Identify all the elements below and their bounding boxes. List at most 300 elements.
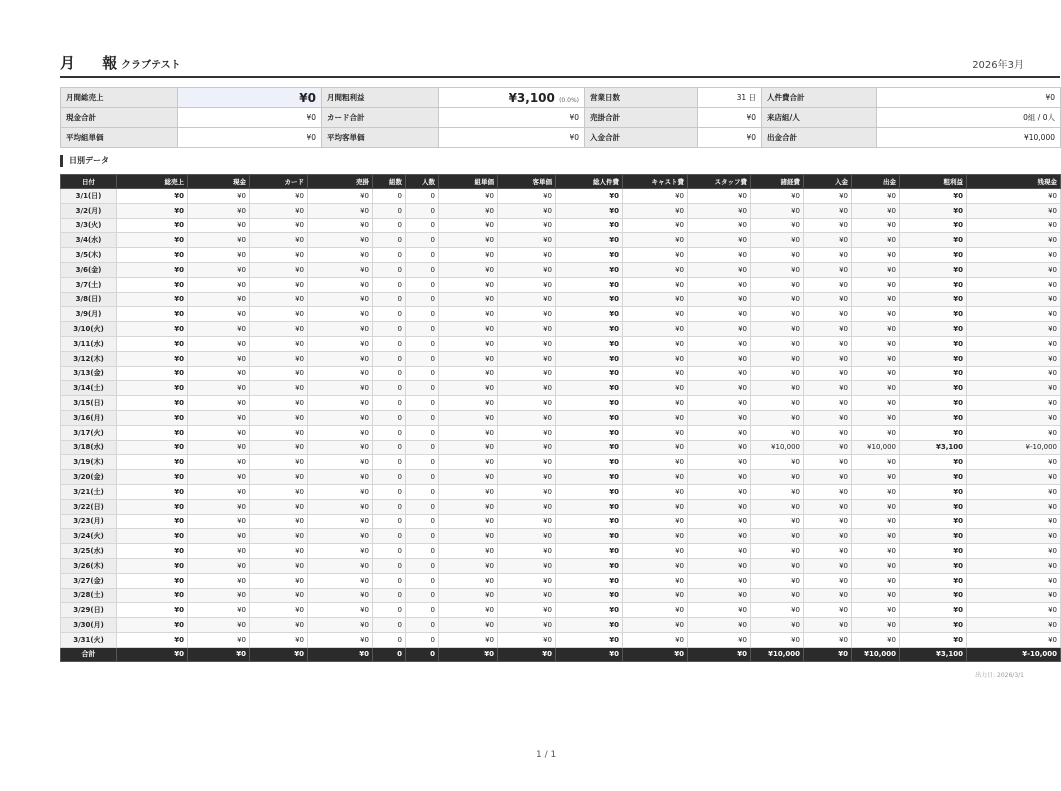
date-cell: 3/9(月) (61, 307, 117, 322)
table-cell: ¥0 (623, 499, 688, 514)
table-cell: ¥0 (751, 203, 804, 218)
table-cell: ¥0 (117, 277, 188, 292)
table-cell: ¥0 (967, 618, 1061, 633)
table-cell: ¥0 (688, 292, 751, 307)
table-cell: 0 (373, 603, 406, 618)
table-cell: ¥0 (439, 396, 498, 411)
table-cell: ¥0 (439, 351, 498, 366)
summary-label: 人件費合計 (762, 88, 877, 108)
table-cell: ¥0 (308, 248, 373, 263)
table-cell: ¥0 (623, 307, 688, 322)
table-cell: ¥0 (117, 573, 188, 588)
column-header: 組数 (373, 175, 406, 189)
table-cell: ¥0 (967, 366, 1061, 381)
table-cell: 0 (373, 529, 406, 544)
table-cell: ¥0 (498, 248, 556, 263)
table-cell: 0 (373, 307, 406, 322)
summary-value-text: ¥10,000 (1023, 133, 1055, 142)
table-cell: ¥0 (967, 248, 1061, 263)
table-cell: ¥0 (688, 603, 751, 618)
table-cell: ¥0 (498, 307, 556, 322)
table-cell: ¥0 (967, 588, 1061, 603)
date-cell: 3/10(火) (61, 322, 117, 337)
date-cell: 3/24(火) (61, 529, 117, 544)
table-cell: ¥0 (250, 336, 308, 351)
table-cell: ¥0 (308, 470, 373, 485)
table-cell: ¥0 (852, 262, 900, 277)
column-header: 総人件費 (556, 175, 623, 189)
date-cell: 3/7(土) (61, 277, 117, 292)
table-cell: 0 (406, 292, 439, 307)
table-cell: ¥0 (556, 277, 623, 292)
table-cell: ¥0 (900, 292, 967, 307)
summary-value (877, 108, 1061, 128)
table-cell: ¥0 (751, 455, 804, 470)
table-cell: ¥0 (852, 484, 900, 499)
table-cell: ¥0 (308, 499, 373, 514)
table-cell: ¥0 (250, 470, 308, 485)
table-cell: ¥0 (250, 632, 308, 647)
column-header: カード (250, 175, 308, 189)
table-cell: ¥0 (852, 396, 900, 411)
table-cell: ¥0 (852, 189, 900, 204)
table-cell: ¥-10,000 (967, 440, 1061, 455)
table-cell: ¥0 (250, 351, 308, 366)
table-cell: ¥0 (439, 218, 498, 233)
table-cell: ¥0 (623, 440, 688, 455)
table-cell: ¥0 (967, 381, 1061, 396)
table-cell: ¥0 (967, 396, 1061, 411)
table-cell: ¥0 (623, 277, 688, 292)
table-cell: ¥0 (250, 455, 308, 470)
table-cell: ¥0 (804, 218, 852, 233)
table-cell: ¥0 (804, 484, 852, 499)
table-cell: ¥0 (852, 588, 900, 603)
table-cell: ¥0 (439, 529, 498, 544)
table-row (61, 573, 1061, 588)
table-cell: ¥0 (250, 529, 308, 544)
totals-cell: ¥0 (498, 647, 556, 661)
table-cell: ¥0 (900, 632, 967, 647)
table-cell: ¥0 (688, 336, 751, 351)
table-cell: ¥0 (250, 262, 308, 277)
summary-value (178, 128, 322, 148)
table-cell: ¥0 (117, 514, 188, 529)
table-cell: ¥0 (250, 514, 308, 529)
table-cell: ¥0 (688, 233, 751, 248)
table-cell: ¥0 (804, 455, 852, 470)
table-cell: ¥0 (688, 218, 751, 233)
table-cell: 0 (406, 322, 439, 337)
table-row (61, 425, 1061, 440)
table-cell: ¥0 (852, 514, 900, 529)
table-cell: ¥0 (188, 632, 250, 647)
table-cell: ¥0 (688, 410, 751, 425)
table-cell: ¥0 (439, 366, 498, 381)
totals-cell: 0 (373, 647, 406, 661)
table-cell: ¥0 (439, 470, 498, 485)
table-cell: ¥0 (852, 558, 900, 573)
table-cell: ¥0 (188, 233, 250, 248)
table-row (61, 292, 1061, 307)
table-cell: ¥0 (439, 277, 498, 292)
table-cell: ¥0 (688, 499, 751, 514)
table-cell: 0 (373, 396, 406, 411)
table-cell: ¥0 (804, 203, 852, 218)
table-cell: ¥0 (751, 484, 804, 499)
table-cell: 0 (406, 425, 439, 440)
summary-value-text: ¥0 (306, 113, 316, 122)
table-cell: ¥0 (804, 588, 852, 603)
table-cell: 0 (373, 632, 406, 647)
table-cell: ¥0 (308, 233, 373, 248)
table-cell: ¥0 (688, 484, 751, 499)
date-cell: 3/15(日) (61, 396, 117, 411)
table-cell: ¥0 (188, 248, 250, 263)
table-cell: ¥0 (188, 529, 250, 544)
column-header: 出金 (852, 175, 900, 189)
table-row (61, 381, 1061, 396)
column-header: 現金 (188, 175, 250, 189)
table-cell: ¥0 (688, 366, 751, 381)
table-cell: ¥0 (967, 203, 1061, 218)
summary-value (877, 128, 1061, 148)
table-row (61, 277, 1061, 292)
table-cell: ¥0 (250, 425, 308, 440)
table-cell: ¥0 (967, 189, 1061, 204)
table-cell: ¥0 (688, 440, 751, 455)
table-cell: ¥0 (439, 381, 498, 396)
table-cell: ¥0 (250, 440, 308, 455)
table-cell: ¥0 (900, 618, 967, 633)
table-cell: ¥0 (852, 307, 900, 322)
table-cell: ¥0 (556, 203, 623, 218)
table-cell: ¥0 (852, 470, 900, 485)
table-row (61, 544, 1061, 559)
table-cell: 0 (406, 248, 439, 263)
table-cell: 0 (406, 396, 439, 411)
summary-label: 入金合計 (585, 128, 698, 148)
table-cell: ¥0 (967, 233, 1061, 248)
table-cell: ¥0 (751, 262, 804, 277)
table-row (61, 233, 1061, 248)
table-cell: ¥0 (498, 484, 556, 499)
date-cell: 3/29(日) (61, 603, 117, 618)
table-cell: ¥0 (688, 189, 751, 204)
summary-row (61, 128, 1061, 148)
table-cell: 0 (406, 618, 439, 633)
table-cell: ¥0 (804, 573, 852, 588)
table-cell: ¥0 (967, 218, 1061, 233)
table-cell: ¥0 (250, 277, 308, 292)
table-cell: ¥0 (900, 425, 967, 440)
table-cell: ¥0 (751, 514, 804, 529)
table-row (61, 203, 1061, 218)
summary-value (698, 88, 762, 108)
table-cell: ¥0 (117, 262, 188, 277)
table-cell: ¥0 (498, 277, 556, 292)
table-cell: ¥0 (900, 277, 967, 292)
report-header (60, 50, 1060, 78)
table-cell: ¥0 (852, 529, 900, 544)
table-cell: ¥0 (498, 588, 556, 603)
table-cell: ¥3,100 (900, 440, 967, 455)
totals-cell: ¥10,000 (852, 647, 900, 661)
table-cell: 0 (373, 292, 406, 307)
table-cell: ¥0 (556, 425, 623, 440)
table-cell: ¥0 (439, 588, 498, 603)
table-cell: ¥0 (117, 499, 188, 514)
table-cell: ¥0 (498, 573, 556, 588)
table-row (61, 366, 1061, 381)
table-cell: ¥10,000 (751, 440, 804, 455)
table-cell: ¥0 (852, 277, 900, 292)
table-cell: ¥0 (117, 203, 188, 218)
table-cell: 0 (373, 514, 406, 529)
table-cell: ¥0 (556, 618, 623, 633)
table-cell: ¥0 (308, 366, 373, 381)
summary-label: 来店組/人 (762, 108, 877, 128)
table-cell: ¥0 (308, 440, 373, 455)
summary-value-text: ¥0 (569, 133, 579, 142)
table-cell: ¥0 (852, 248, 900, 263)
page-number: 1 / 1 (536, 750, 557, 760)
table-cell: ¥0 (688, 544, 751, 559)
table-cell: ¥0 (556, 381, 623, 396)
table-cell: ¥0 (751, 544, 804, 559)
table-cell: ¥0 (751, 603, 804, 618)
summary-value-text: ¥0 (746, 113, 756, 122)
table-cell: 0 (406, 470, 439, 485)
table-cell: ¥0 (967, 573, 1061, 588)
date-cell: 3/23(月) (61, 514, 117, 529)
table-cell: ¥0 (250, 484, 308, 499)
column-header: 残現金 (967, 175, 1061, 189)
table-cell: ¥0 (308, 632, 373, 647)
table-cell: ¥0 (967, 351, 1061, 366)
table-cell: ¥0 (688, 307, 751, 322)
table-cell: ¥0 (804, 618, 852, 633)
table-cell: ¥0 (852, 381, 900, 396)
summary-value-text: 0組 / 0人 (1023, 113, 1055, 122)
table-cell: ¥0 (900, 603, 967, 618)
table-cell: ¥0 (117, 218, 188, 233)
table-cell: ¥0 (498, 544, 556, 559)
column-header: 組単価 (439, 175, 498, 189)
table-cell: ¥0 (439, 558, 498, 573)
table-cell: ¥0 (852, 336, 900, 351)
table-cell: ¥0 (250, 603, 308, 618)
table-cell: ¥0 (804, 189, 852, 204)
date-cell: 3/8(日) (61, 292, 117, 307)
summary-value (439, 108, 585, 128)
table-cell: ¥0 (250, 588, 308, 603)
table-cell: ¥0 (688, 322, 751, 337)
table-cell: ¥0 (250, 410, 308, 425)
table-cell: ¥0 (967, 514, 1061, 529)
table-cell: ¥0 (498, 470, 556, 485)
table-cell: ¥0 (117, 396, 188, 411)
column-header: 総売上 (117, 175, 188, 189)
table-row (61, 470, 1061, 485)
table-cell: ¥0 (308, 218, 373, 233)
table-cell: ¥0 (751, 381, 804, 396)
table-cell: ¥0 (250, 499, 308, 514)
table-cell: ¥0 (250, 189, 308, 204)
table-cell: ¥0 (188, 573, 250, 588)
table-cell: ¥0 (188, 277, 250, 292)
table-cell: ¥0 (439, 514, 498, 529)
date-cell: 3/3(火) (61, 218, 117, 233)
table-cell: ¥0 (188, 203, 250, 218)
table-cell: ¥0 (117, 336, 188, 351)
table-row (61, 307, 1061, 322)
table-cell: ¥0 (900, 470, 967, 485)
table-row (61, 336, 1061, 351)
table-cell: ¥0 (900, 203, 967, 218)
table-row (61, 351, 1061, 366)
date-cell: 3/19(木) (61, 455, 117, 470)
table-cell: ¥0 (439, 499, 498, 514)
table-cell: ¥0 (439, 455, 498, 470)
table-cell: ¥0 (188, 588, 250, 603)
table-cell: ¥0 (804, 410, 852, 425)
table-cell: ¥0 (804, 558, 852, 573)
totals-cell: ¥0 (556, 647, 623, 661)
table-cell: ¥0 (967, 277, 1061, 292)
table-row (61, 529, 1061, 544)
table-cell: ¥0 (688, 618, 751, 633)
table-cell: ¥0 (250, 248, 308, 263)
table-row (61, 632, 1061, 647)
table-cell: ¥0 (117, 440, 188, 455)
table-cell: ¥0 (967, 336, 1061, 351)
table-cell: ¥0 (117, 484, 188, 499)
table-cell: ¥0 (967, 262, 1061, 277)
table-cell: ¥0 (308, 381, 373, 396)
totals-label: 合計 (61, 647, 117, 661)
table-cell: ¥0 (852, 366, 900, 381)
summary-value-text: ¥0 (299, 90, 316, 105)
table-cell: ¥0 (623, 632, 688, 647)
table-cell: ¥0 (623, 203, 688, 218)
table-cell: 0 (373, 336, 406, 351)
date-cell: 3/28(土) (61, 588, 117, 603)
table-cell: 0 (373, 544, 406, 559)
table-cell: ¥0 (188, 218, 250, 233)
table-cell: ¥0 (967, 484, 1061, 499)
table-cell: ¥0 (439, 410, 498, 425)
table-cell: ¥0 (498, 189, 556, 204)
summary-label: 売掛合計 (585, 108, 698, 128)
table-cell: ¥0 (188, 514, 250, 529)
table-cell: ¥0 (751, 618, 804, 633)
table-cell: ¥0 (439, 248, 498, 263)
table-cell: ¥0 (751, 410, 804, 425)
table-cell: 0 (373, 277, 406, 292)
table-cell: 0 (373, 455, 406, 470)
table-cell: ¥0 (308, 336, 373, 351)
date-cell: 3/16(月) (61, 410, 117, 425)
table-cell: 0 (406, 440, 439, 455)
table-cell: ¥0 (623, 558, 688, 573)
date-cell: 3/14(土) (61, 381, 117, 396)
table-cell: ¥0 (900, 248, 967, 263)
table-cell: ¥0 (308, 558, 373, 573)
table-cell: ¥0 (751, 366, 804, 381)
table-cell: ¥0 (623, 484, 688, 499)
table-cell: ¥0 (623, 425, 688, 440)
table-cell: ¥0 (556, 189, 623, 204)
table-cell: 0 (406, 277, 439, 292)
table-cell: ¥0 (623, 233, 688, 248)
table-cell: ¥0 (900, 544, 967, 559)
table-cell: ¥0 (804, 381, 852, 396)
table-cell: ¥0 (751, 322, 804, 337)
table-cell: ¥0 (900, 588, 967, 603)
table-row (61, 618, 1061, 633)
table-cell: ¥0 (250, 573, 308, 588)
table-cell: ¥0 (751, 470, 804, 485)
table-cell: ¥0 (308, 410, 373, 425)
table-cell: ¥0 (688, 248, 751, 263)
table-cell: ¥0 (117, 632, 188, 647)
table-cell: ¥0 (900, 529, 967, 544)
table-cell: 0 (373, 203, 406, 218)
table-cell: ¥0 (556, 499, 623, 514)
report-page (60, 0, 1057, 791)
table-cell: ¥0 (308, 203, 373, 218)
table-cell: ¥0 (308, 322, 373, 337)
table-cell: ¥0 (498, 410, 556, 425)
table-cell: ¥0 (900, 351, 967, 366)
table-cell: ¥0 (900, 381, 967, 396)
table-cell: ¥0 (188, 322, 250, 337)
totals-cell: ¥10,000 (751, 647, 804, 661)
table-row (61, 514, 1061, 529)
summary-label: 月間粗利益 (322, 88, 439, 108)
table-cell: 0 (406, 351, 439, 366)
table-cell: ¥0 (188, 262, 250, 277)
table-cell: ¥0 (751, 248, 804, 263)
date-cell: 3/21(土) (61, 484, 117, 499)
table-cell: 0 (406, 484, 439, 499)
table-cell: ¥0 (556, 351, 623, 366)
table-cell: ¥0 (498, 262, 556, 277)
table-cell: ¥0 (498, 233, 556, 248)
table-cell: ¥0 (556, 307, 623, 322)
summary-value-text: ¥0 (1045, 93, 1055, 102)
table-cell: ¥0 (623, 366, 688, 381)
summary-label: 現金合計 (61, 108, 178, 128)
table-cell: ¥0 (188, 351, 250, 366)
date-cell: 3/27(金) (61, 573, 117, 588)
table-cell: ¥0 (900, 455, 967, 470)
table-cell: ¥0 (188, 189, 250, 204)
table-cell: ¥0 (439, 203, 498, 218)
column-header: 粗利益 (900, 175, 967, 189)
table-cell: ¥0 (623, 588, 688, 603)
table-cell: ¥0 (852, 233, 900, 248)
table-cell: ¥0 (804, 336, 852, 351)
table-cell: ¥0 (117, 410, 188, 425)
table-cell: ¥0 (439, 233, 498, 248)
table-cell: ¥0 (439, 307, 498, 322)
table-cell: ¥0 (117, 529, 188, 544)
table-cell: ¥0 (556, 529, 623, 544)
table-cell: ¥0 (556, 292, 623, 307)
table-cell: ¥0 (804, 603, 852, 618)
